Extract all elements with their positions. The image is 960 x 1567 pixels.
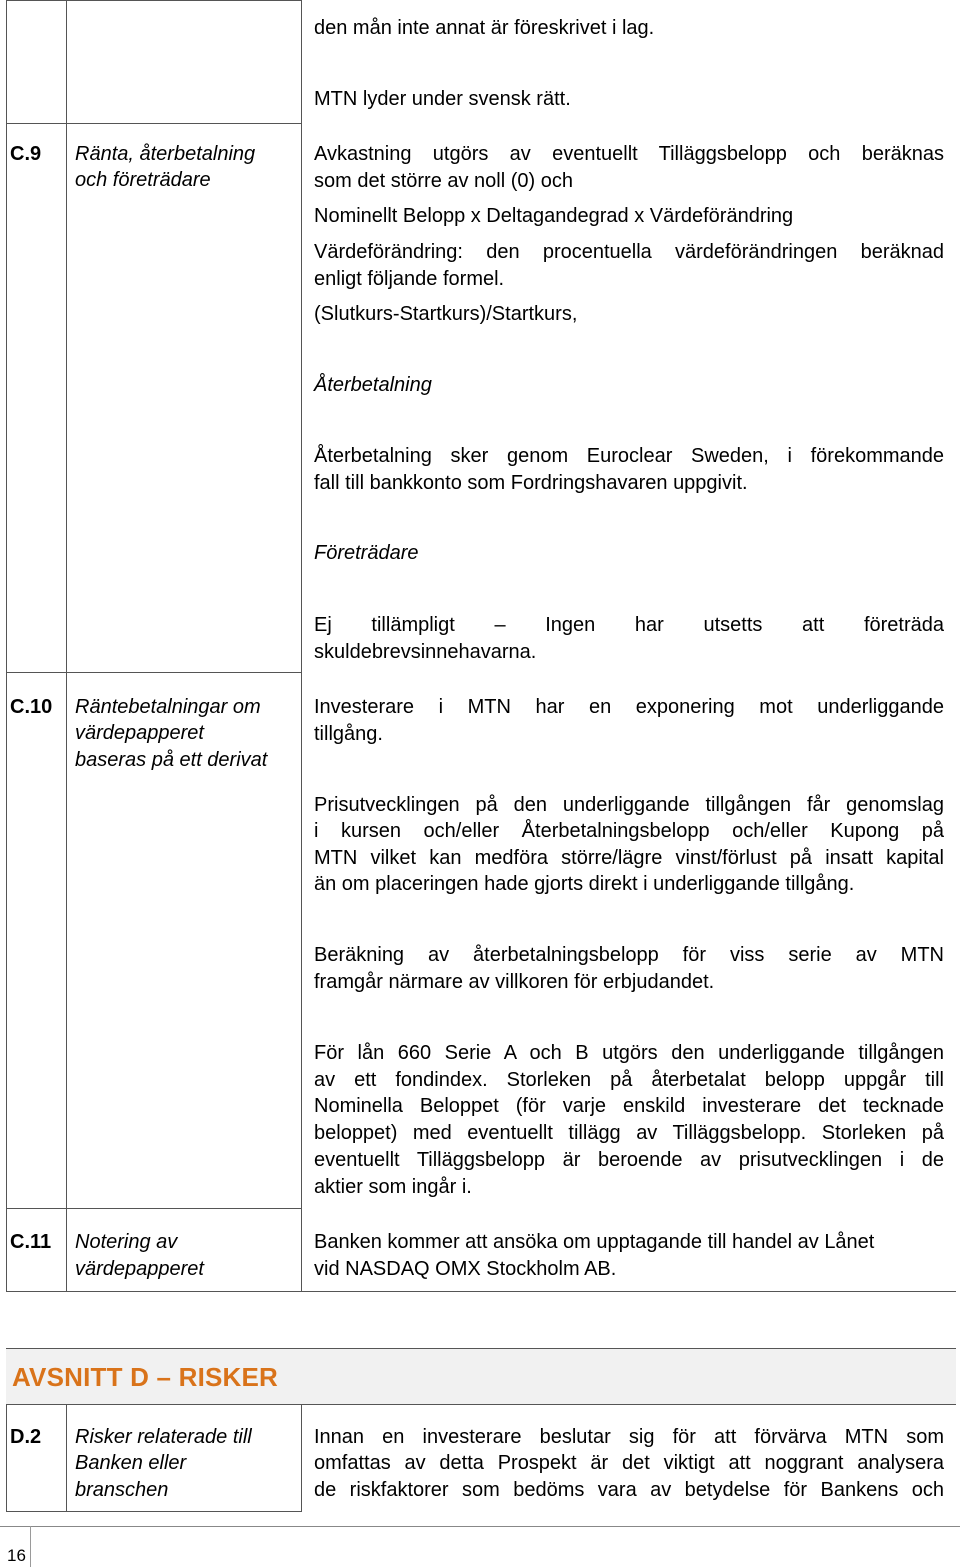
d2-label-line-1: Risker relaterade till (75, 1426, 252, 1448)
section-d-title: AVSNITT D – RISKER (12, 1362, 279, 1392)
c9-id: C.9 (10, 143, 42, 165)
c10-p2-line-3: MTN vilket kan medföra större/lägre vinst/förlust på insatt kapital (314, 847, 944, 869)
c10-label-line-3: baseras på ett derivat (75, 749, 268, 771)
c11-id: C.11 (10, 1231, 52, 1253)
d2-column-divider-1 (66, 1404, 67, 1512)
c10-p2-line-1: Prisutvecklingen på den underliggande tillgången får genomslag (314, 794, 944, 816)
c10-label-line-1: Räntebetalningar om (75, 696, 261, 718)
top-line-1: den mån inte annat är föreskrivet i lag. (314, 17, 655, 39)
c11-label-line-1: Notering av (75, 1231, 178, 1253)
c11-p1-line-1: Banken kommer att ansöka om upptagande till handel av Lånet (314, 1231, 875, 1253)
d2-column-divider-2 (301, 1404, 302, 1512)
c10-p4-line-2: av ett fondindex. Storleken på återbetalat belopp uppgår till (314, 1069, 944, 1091)
row-rule-c11 (6, 1208, 302, 1209)
page-number: 16 (7, 1546, 26, 1565)
d2-label-line-2: Banken eller (75, 1452, 187, 1474)
top-line-2: MTN lyder under svensk rätt. (314, 88, 571, 110)
c9-label-line-1: Ränta, återbetalning (75, 143, 256, 165)
c10-label-line-2: värdepapperet (75, 722, 204, 744)
c11-p1-line-2: vid NASDAQ OMX Stockholm AB. (314, 1258, 617, 1280)
table-bottom-border (6, 1291, 956, 1292)
c9-label-line-2: och företrädare (75, 169, 211, 191)
c11-label-line-2: värdepapperet (75, 1258, 204, 1280)
row-rule-c9 (6, 123, 302, 124)
column-divider-1 (66, 0, 67, 1292)
c9-formula-2: (Slutkurs-Startkurs)/Startkurs, (314, 303, 578, 325)
c9-heading-aterbetalning: Återbetalning (314, 374, 432, 396)
row-rule-c10 (6, 672, 302, 673)
table-left-border (6, 0, 7, 1292)
d2-label-line-3: branschen (75, 1479, 169, 1501)
column-divider-2 (301, 0, 302, 1292)
c9-p1-line-1: Avkastning utgörs av eventuellt Tilläggsbelopp och beräknas (314, 143, 944, 165)
c10-p3-line-2: framgår närmare av villkoren för erbjudandet. (314, 971, 715, 993)
c10-id: C.10 (10, 696, 53, 718)
d2-p1-line-3: de riskfaktorer som bedöms vara av betydelse för Bankens och (314, 1479, 944, 1501)
c9-p2-line-2: enligt följande formel. (314, 268, 505, 290)
c9-p4-line-1: Ej tillämpligt – Ingen har utsetts att företräda (314, 614, 944, 636)
d2-p1-line-2: omfattas av detta Prospekt är det viktigt att noggrant analysera (314, 1452, 944, 1474)
footer-rule (0, 1526, 960, 1527)
footer-divider (30, 1526, 31, 1567)
d2-p1-line-1: Innan en investerare beslutar sig för att förvärva MTN som (314, 1426, 944, 1448)
d2-id: D.2 (10, 1426, 42, 1448)
c9-p1-line-2: som det större av noll (0) och (314, 170, 573, 192)
d2-left-border (6, 1404, 7, 1512)
c10-p4-line-3: Nominella Beloppet (för varje enskild investerare det tecknade (314, 1095, 944, 1117)
c9-formula: Nominellt Belopp x Deltagandegrad x Värdeförändring (314, 205, 794, 227)
c9-p3-line-2: fall till bankkonto som Fordringshavaren uppgivit. (314, 472, 748, 494)
c10-p3-line-1: Beräkning av återbetalningsbelopp för viss serie av MTN (314, 944, 944, 966)
c10-p1-line-2: tillgång. (314, 723, 383, 745)
c9-p3-line-1: Återbetalning sker genom Euroclear Sweden, i förekommande (314, 445, 944, 467)
c10-p2-line-4: än om placeringen hade gjorts direkt i underliggande tillgång. (314, 873, 855, 895)
c10-p1-line-1: Investerare i MTN har en exponering mot underliggande (314, 696, 944, 718)
c9-p4-line-2: skuldebrevsinnehavarna. (314, 641, 537, 663)
d2-bottom-rule (6, 1511, 302, 1512)
c10-p4-line-5: eventuellt Tilläggsbelopp är beroende av prisutvecklingen i de (314, 1149, 944, 1171)
c9-heading-foretradare: Företrädare (314, 542, 419, 564)
c10-p4-line-1: För lån 660 Serie A och B utgörs den underliggande tillgången (314, 1042, 944, 1064)
c10-p2-line-2: i kursen och/eller Återbetalningsbelopp och/eller Kupong på (314, 820, 944, 842)
c10-p4-line-6: aktier som ingår i. (314, 1176, 472, 1198)
c9-p2-line-1: Värdeförändring: den procentuella värdeförändringen beräknad (314, 241, 944, 263)
row-rule-top (6, 0, 302, 1)
c10-p4-line-4: beloppet) med eventuellt tillägg av Tilläggsbelopp. Storleken på (314, 1122, 944, 1144)
